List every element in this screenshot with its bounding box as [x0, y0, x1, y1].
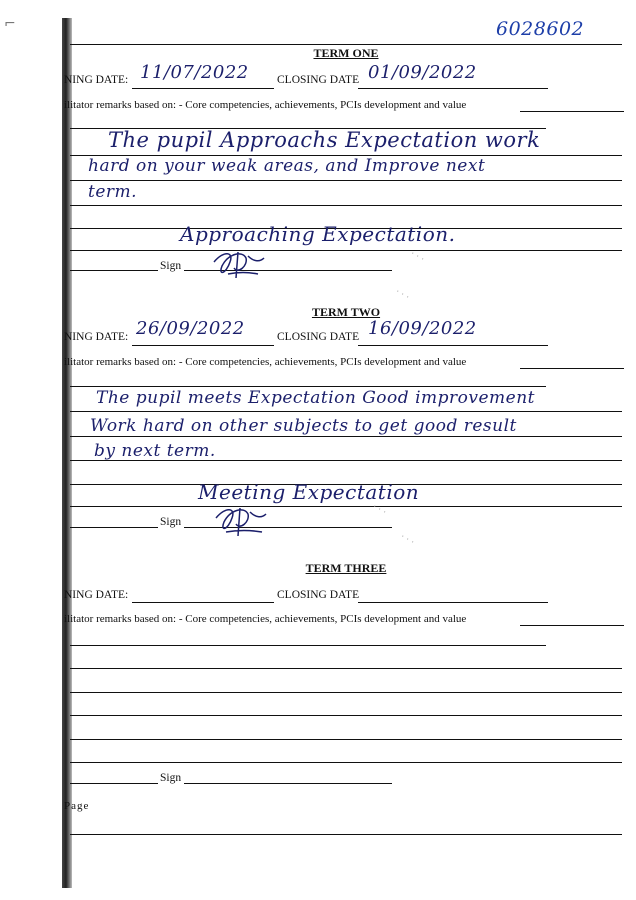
- page-label: Page: [64, 800, 90, 812]
- opening-date-label: NING DATE:: [64, 74, 129, 86]
- remarks-line: [520, 625, 624, 626]
- closing-date-value: 16/09/2022: [368, 318, 477, 339]
- closing-date-label: CLOSING DATE: [277, 589, 360, 601]
- remarks-line-2: hard on your weak areas, and Improve next: [88, 156, 486, 176]
- remarks-line-3: term.: [88, 182, 138, 202]
- remarks-label: ilitator remarks based on: - Core competencies, achievements, PCIs development and value: [64, 613, 467, 625]
- sign-label: Sign: [160, 516, 182, 528]
- term-one-heading: TERM ONE: [313, 46, 379, 60]
- signature-mark: [210, 498, 270, 542]
- corner-mark: ⌐: [4, 16, 16, 32]
- faded-stamp: · · ·: [408, 249, 426, 265]
- remarks-line: [70, 762, 622, 763]
- closing-date-value: 01/09/2022: [368, 62, 477, 83]
- closing-date-line: [358, 88, 548, 89]
- opening-date-value: 26/09/2022: [136, 318, 245, 339]
- remarks-line: [70, 739, 622, 740]
- sign-label: Sign: [160, 772, 182, 784]
- remarks-line: [70, 411, 622, 412]
- closing-date-line: [358, 345, 548, 346]
- term-one-summary: Approaching Expectation.: [180, 222, 456, 246]
- opening-date-label: NING DATE:: [64, 331, 129, 343]
- term-two-heading: TERM TWO: [311, 305, 381, 319]
- opening-date-line: [132, 88, 274, 89]
- opening-date-line: [132, 602, 274, 603]
- signature-mark: [208, 244, 268, 284]
- remarks-line-1: The pupil meets Expectation Good improvement: [96, 388, 535, 408]
- sign-line-left: [70, 270, 158, 271]
- term-three-heading: TERM THREE: [305, 561, 387, 575]
- remarks-line: [70, 506, 622, 507]
- remarks-line: [70, 692, 622, 693]
- remarks-line: [520, 111, 624, 112]
- footer-rule: [70, 834, 622, 835]
- rule: [70, 44, 622, 45]
- opening-date-label: NING DATE:: [64, 589, 129, 601]
- remarks-line: [70, 436, 622, 437]
- term-two-summary: Meeting Expectation: [198, 480, 420, 504]
- remarks-label: ilitator remarks based on: - Core competencies, achievements, PCIs development and value: [64, 356, 467, 368]
- remarks-line: [70, 668, 622, 669]
- opening-date-line: [132, 345, 274, 346]
- sign-line-left: [70, 783, 158, 784]
- sign-line: [184, 783, 392, 784]
- closing-date-label: CLOSING DATE: [277, 331, 360, 343]
- remarks-line: [70, 386, 546, 387]
- faded-stamp: · · ·: [393, 287, 411, 303]
- remarks-line: [70, 715, 622, 716]
- sign-line-left: [70, 527, 158, 528]
- faded-stamp: · · ·: [370, 502, 388, 518]
- sign-label: Sign: [160, 260, 182, 272]
- remarks-label: ilitator remarks based on: - Core competencies, achievements, PCIs development and value: [64, 99, 467, 111]
- remarks-line-1: The pupil Approachs Expectation work: [108, 128, 541, 152]
- remarks-line: [70, 250, 622, 251]
- remarks-line: [70, 205, 622, 206]
- remarks-line: [70, 180, 622, 181]
- remarks-line-2: Work hard on other subjects to get good result: [90, 416, 517, 436]
- reference-number: 6028602: [496, 18, 585, 40]
- remarks-line: [520, 368, 624, 369]
- closing-date-label: CLOSING DATE: [277, 74, 360, 86]
- binding-edge: [62, 18, 72, 888]
- faded-stamp: · · ·: [398, 532, 416, 548]
- closing-date-line: [358, 602, 548, 603]
- opening-date-value: 11/07/2022: [140, 62, 249, 83]
- remarks-line: [70, 460, 622, 461]
- remarks-line: [70, 645, 546, 646]
- remarks-line-3: by next term.: [94, 441, 216, 461]
